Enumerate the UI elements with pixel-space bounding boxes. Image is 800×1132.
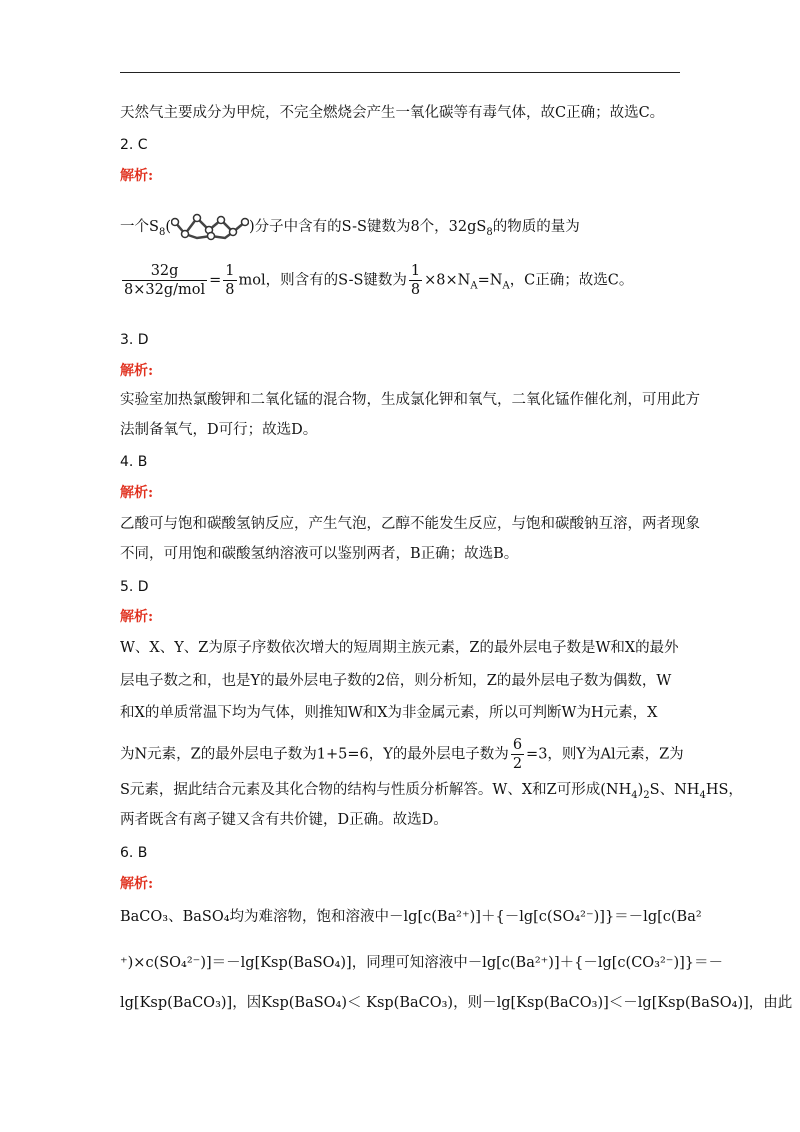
q5-line-6: 两者既含有离子键又含有共价键，D正确。故选D。 <box>120 812 448 828</box>
answer-2-heading: 2. C <box>120 137 148 153</box>
q5-line-1: W、X、Y、Z为原子序数依次增大的短周期主族元素，Z的最外层电子数是W和X的最外 <box>120 640 679 656</box>
answer-4-heading: 4. B <box>120 454 148 470</box>
q3-line-2: 法制备氧气，D可行；故选D。 <box>120 422 318 438</box>
answer-3-heading: 3. D <box>120 332 149 348</box>
q5-line-4: 为N元素，Z的最外层电子数为1+5=6，Y的最外层电子数为 $\frac{6}{2}$ =3，则Y为Al元素，Z为 <box>120 737 684 772</box>
fraction-32g: $\frac{32g}{\text{8×32g/mol}}$ <box>124 263 206 298</box>
fraction-1-8: $\frac{1}{8}$ <box>225 263 235 298</box>
q6-line-2: ⁺)×c(SO₄²⁻)]＝－lg[Ksp(BaSO₄)]，同理可知溶液中－lg[c(Ba²⁺)]＋{－lg[c(CO₃²⁻)]}＝－ <box>120 955 724 971</box>
q4-line-2: 不同，可用饱和碳酸氢纳溶液可以鉴别两者，B正确；故选B。 <box>120 546 519 562</box>
analysis-label: 解析: <box>120 168 154 184</box>
q5-line-3: 和X的单质常温下均为气体，则推知W和X为非金属元素，所以可判断W为H元素，X <box>120 705 658 721</box>
q3-line-1: 实验室加热氯酸钾和二氧化锰的混合物，生成氯化钾和氧气，二氧化锰作催化剂，可用此方 <box>120 392 700 408</box>
q6-line-3: lg[Ksp(BaCO₃)]，因Ksp(BaSO₄)＜ Ksp(BaCO₃)，则－lg[Ksp(BaCO₃)]＜－lg[Ksp(BaSO₄)]，由此 <box>120 995 793 1011</box>
q5-line-2: 层电子数之和，也是Y的最外层电子数的2倍，则分析知，Z的最外层电子数为偶数，W <box>120 673 672 689</box>
q4-line-1: 乙酸可与饱和碳酸氢钠反应，产生气泡，乙醇不能发生反应，与饱和碳酸钠互溶，两者现象 <box>120 516 700 532</box>
q2-line-1: 一个$S_8$( )分子中含有的S-S键数为8个，$32gS_8$的物质的量为 <box>120 212 680 243</box>
analysis-label: 解析: <box>120 363 154 379</box>
header-rule <box>120 72 680 73</box>
analysis-label: 解析: <box>120 609 154 625</box>
answer-6-heading: 6. B <box>120 845 148 861</box>
q5-line-5: S元素，据此结合元素及其化合物的结构与性质分析解答。W、X和Z可形成$(NH_4)_2S$、$NH_4HS$， <box>120 782 743 801</box>
q6-line-1: BaCO₃、BaSO₄均为难溶物，饱和溶液中－lg[c(Ba²⁺)]＋{－lg[c(SO₄²⁻)]}＝－lg[c(Ba² <box>120 909 702 925</box>
answer-5-heading: 5. D <box>120 579 149 595</box>
fraction-6-2: $\frac{6}{2}$ <box>512 737 523 772</box>
q2-line-2: $\frac{32g}{\text{8×32g/mol}}$ = $\frac{1}{8}$ mol，则含有的S-S键数为 $\frac{1}{8}$ $\times 8\times N_A=N_A$，C正确；故选C。 <box>124 263 634 298</box>
s8-ring-structure-icon <box>171 212 249 242</box>
fraction-1-8-b: $\frac{1}{8}$ <box>410 263 421 298</box>
analysis-label: 解析: <box>120 485 154 501</box>
intro-text: 天然气主要成分为甲烷，不完全燃烧会产生一氧化碳等有毒气体，故C正确；故选C。 <box>120 105 665 121</box>
analysis-label: 解析: <box>120 876 154 892</box>
